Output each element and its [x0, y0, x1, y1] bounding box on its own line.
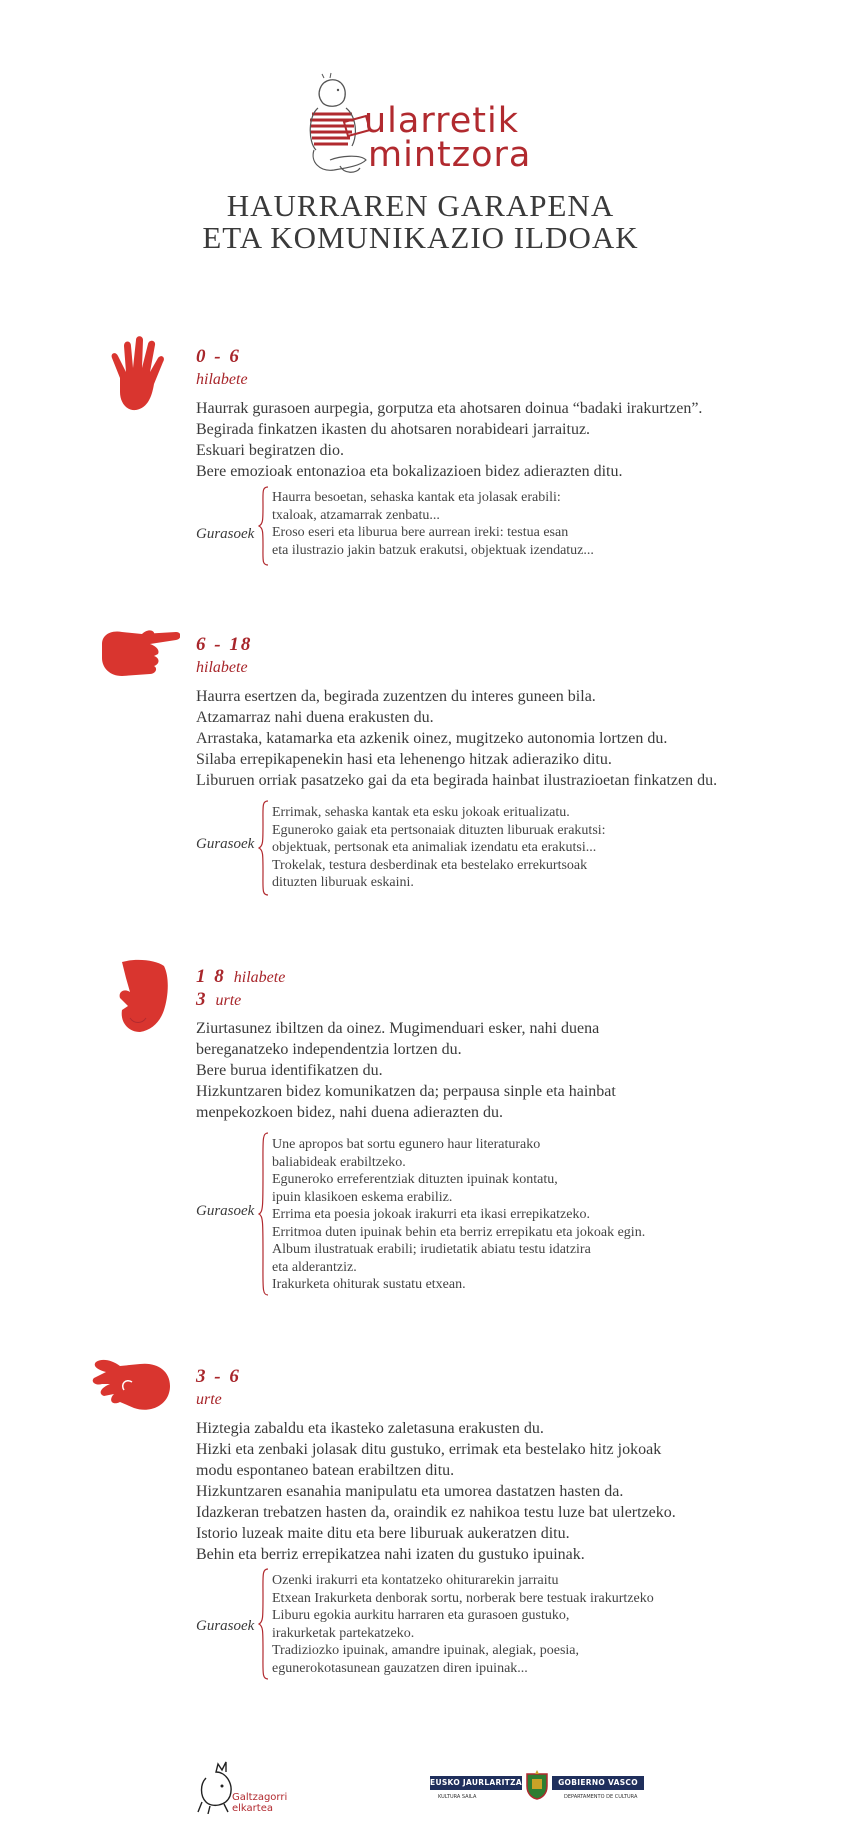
description-line: modu espontaneo batean erabiltzen ditu.: [196, 1462, 455, 1479]
age-unit: hilabete: [196, 371, 248, 388]
page-title-line1: HAURRAREN GARAPENA: [226, 188, 615, 223]
gobierno-vasco-logo: [430, 1776, 644, 1814]
description-line: Haurra esertzen da, begirada zuzentzen du interes guneen bila.: [196, 688, 596, 705]
description-line: Bere emozioak entonazioa eta bokalizazioen bidez adierazten ditu.: [196, 463, 623, 480]
header: [0, 0, 841, 260]
grasping-hand-icon: [90, 1356, 174, 1418]
development-description: [196, 398, 796, 482]
tip-line: Eguneroko gaiak eta pertsonaiak dituzten liburuak erakutsi:: [272, 822, 606, 838]
development-description: [196, 686, 796, 791]
galtzagorri-logo-icon: [196, 1760, 236, 1814]
tip-line: Tradiziozko ipuinak, amandre ipuinak, alegiak, poesia,: [272, 1643, 580, 1658]
description-line: bereganatzeko independentzia lortzen du.: [196, 1041, 462, 1058]
age-start-unit: hilabete: [233, 969, 286, 986]
tip-line: Ozenki irakurri eta kontatzeko ohiturarekin jarraitu: [272, 1573, 559, 1588]
description-line: Behin eta berriz errepikatzea nahi izaten du gustuko ipuinak.: [196, 1546, 585, 1563]
tip-line: Trokelak, testura desberdinak eta bestelako errekurtsoak: [272, 857, 588, 873]
galtzagorri-name: Galtzagorri: [232, 1792, 288, 1803]
parents-tips: [272, 1572, 654, 1677]
tip-line: egunerokotasunean gauzatzen diren ipuinak...: [272, 1660, 528, 1676]
description-line: Atzamarraz nahi duena erakusten du.: [196, 709, 434, 726]
description-line: Hizki eta zenbaki jolasak ditu gustuko, errimak eta bestelako hitz jokoak: [196, 1441, 662, 1458]
description-line: Hizkuntzaren bidez komunikatzen da; perpausa sinple eta hainbat: [196, 1083, 616, 1100]
tip-line: objektuak, pertsonak eta animaliak izendatu eta erakutsi...: [272, 840, 597, 855]
age-label: [196, 346, 248, 391]
tip-line: Eguneroko erreferentziak dituzten ipuinak kontatu,: [272, 1172, 558, 1187]
tip-line: baliabideak erabiltzeko.: [272, 1154, 406, 1170]
tip-line: Irakurketa ohiturak sustatu etxean.: [272, 1277, 466, 1292]
gov-name-left: EUSKO JAURLARITZA: [430, 1776, 522, 1790]
parents-label: Gurasoek: [196, 1618, 255, 1634]
tip-line: dituzten liburuak eskaini.: [272, 875, 414, 890]
left-brace-icon: [258, 800, 270, 896]
left-brace-icon: [258, 1568, 270, 1680]
age-range: 0 - 6: [196, 346, 241, 367]
pointing-hand-icon: [98, 622, 180, 680]
description-line: menpekozkoen bidez, nahi duena adierazten du.: [196, 1104, 503, 1121]
description-line: Ziurtasunez ibiltzen da oinez. Mugimenduari esker, nahi duena: [196, 1020, 600, 1037]
description-line: Istorio luzeak maite ditu eta bere liburuak aukeratzen ditu.: [196, 1525, 570, 1542]
age-end: 3: [196, 989, 208, 1010]
open-hand-icon: [108, 336, 166, 412]
parents-tips: [272, 489, 594, 559]
fist-hand-icon: [116, 958, 170, 1034]
description-line: Idazkeran trebatzen hasten da, oraindik ez nahikoa testu luze bat ulertzeko.: [196, 1504, 676, 1521]
page-title-line2: ETA KOMUNIKAZIO ILDOAK: [202, 220, 639, 255]
description-line: Arrastaka, katamarka eta azkenik oinez, mugitzeko autonomia lortzen du.: [196, 730, 668, 747]
coat-of-arms-icon: [524, 1770, 550, 1800]
age-end-unit: urte: [215, 992, 242, 1009]
tip-line: Etxean Irakurketa denborak sortu, norberak bere testuak irakurtzeko: [272, 1590, 654, 1606]
gov-dept-left: KULTURA SAILA: [438, 1794, 477, 1800]
tip-line: eta ilustrazio jakin batzuk erakutsi, objektuak izendatuz...: [272, 542, 594, 558]
tip-line: Errimak, sehaska kantak eta esku jokoak eritualizatu.: [272, 805, 570, 820]
description-line: Bere burua identifikatzen du.: [196, 1062, 383, 1079]
description-line: Haurrak gurasoen aurpegia, gorputza eta ahotsaren doinua “badaki irakurtzen”.: [196, 400, 703, 417]
development-description: [196, 1018, 796, 1123]
tip-line: Liburu egokia aurkitu harraren eta gurasoen gustuko,: [272, 1608, 570, 1623]
age-range: 6 - 18: [196, 634, 253, 655]
description-line: Silaba errepikapenekin hasi eta lehenengo hitzak adieraziko ditu.: [196, 751, 612, 768]
tip-line: Album ilustratuak erabili; irudietatik abiatu testu idatzira: [272, 1242, 591, 1257]
parents-label: Gurasoek: [196, 526, 255, 542]
tip-line: Eroso eseri eta liburua bere aurrean ireki: testua esan: [272, 525, 569, 540]
parents-label: Gurasoek: [196, 836, 255, 852]
parents-tips: [272, 1136, 645, 1294]
tip-line: Haurra besoetan, sehaska kantak eta jolasak erabili:: [272, 490, 561, 505]
left-brace-icon: [258, 486, 270, 566]
development-description: [196, 1418, 796, 1565]
description-line: Hiztegia zabaldu eta ikasteko zaletasuna erakusten du.: [196, 1420, 544, 1437]
left-brace-icon: [258, 1132, 270, 1296]
parents-tips: [272, 804, 606, 892]
gov-name-right: GOBIERNO VASCO: [552, 1776, 644, 1790]
tip-line: txaloak, atzamarrak zenbatu...: [272, 507, 440, 523]
description-line: Hizkuntzaren esanahia manipulatu eta umorea dastatzen hasten da.: [196, 1483, 624, 1500]
description-line: Begirada finkatzen ikasten du ahotsaren norabideari jarraituz.: [196, 421, 591, 438]
tip-line: irakurketak partekatzeko.: [272, 1625, 415, 1641]
description-line: Liburuen orriak pasatzeko gai da eta begirada hainbat ilustrazioetan finkatzen du.: [196, 772, 718, 789]
age-unit: urte: [196, 1391, 222, 1408]
galtzagorri-subname: elkartea: [232, 1803, 273, 1814]
tip-line: Erritmoa duten ipuinak behin eta berriz errepikatu eta jokoak egin.: [272, 1224, 646, 1240]
description-line: Eskuari begiratzen dio.: [196, 442, 344, 459]
age-range: 3 - 6: [196, 1366, 241, 1387]
age-label: [196, 634, 252, 679]
age-label: [196, 966, 285, 1012]
parents-label: Gurasoek: [196, 1203, 255, 1219]
tip-line: ipuin klasikoen eskema erabiliz.: [272, 1189, 453, 1205]
tip-line: Errima eta poesia jokoak irakurri eta ikasi errepikatzeko.: [272, 1207, 590, 1222]
age-label: [196, 1366, 241, 1411]
tip-line: Une apropos bat sortu egunero haur literaturako: [272, 1137, 541, 1152]
logo-text-line2: mintzora: [368, 135, 532, 175]
age-start: 1 8: [196, 966, 226, 987]
logo-text-line1: ularretik: [364, 101, 519, 141]
tip-line: eta alderantziz.: [272, 1259, 357, 1275]
age-unit: hilabete: [196, 659, 248, 676]
gov-dept-right: DEPARTAMENTO DE CULTURA: [564, 1794, 638, 1800]
